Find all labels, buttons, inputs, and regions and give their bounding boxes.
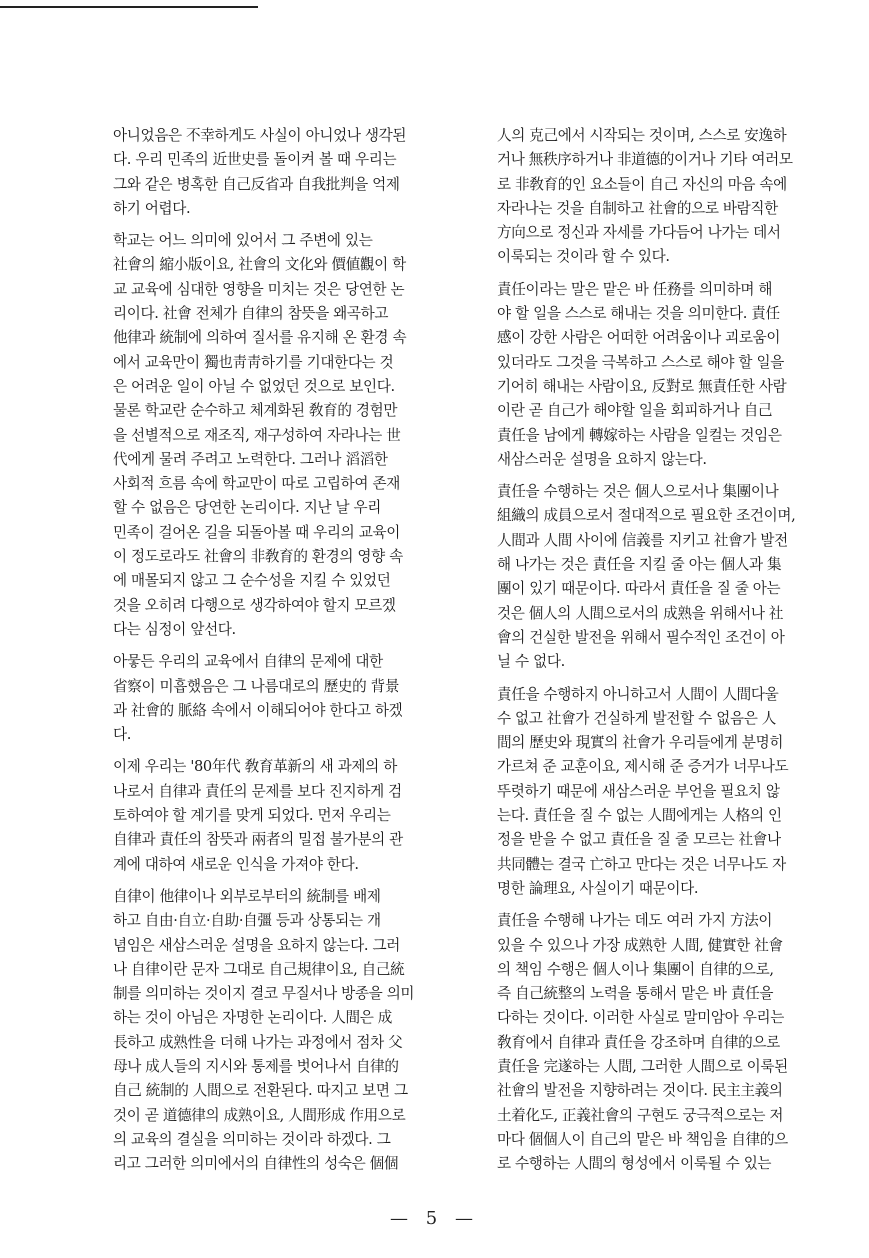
text-line: 있더라도 그것을 극복하고 스스로 해야 할 일을 — [497, 353, 784, 371]
text-line: 민족이 걸어온 길을 되돌아볼 때 우리의 교육이 — [113, 523, 400, 541]
text-line: 責任을 수행해 나가는 데도 여러 가지 方法이 — [497, 912, 773, 930]
text-line: 자라나는 것을 自制하고 社會的으로 바람직한 — [497, 199, 778, 217]
text-line: 는다. 責任을 질 수 없는 人間에게는 人格의 인 — [497, 807, 782, 825]
text-line: 다. 우리 민족의 近世史를 돌이켜 볼 때 우리는 — [113, 151, 397, 169]
text-line: 야 할 일을 스스로 해내는 것을 의미한다. 責任 — [497, 305, 780, 323]
text-line: 것을 오히려 다행으로 생각하여야 할지 모르겠 — [113, 596, 396, 614]
paragraph-gap — [113, 877, 465, 885]
paragraph-gap — [497, 472, 849, 480]
text-line: 社會의 縮小版이요, 社會의 文化와 價値觀이 학 — [113, 256, 406, 274]
text-line: 이룩되는 것이라 할 수 있다. — [497, 248, 670, 266]
paragraph — [113, 755, 465, 876]
text-line: 母나 成人들의 지시와 통제를 벗어나서 自律的 — [113, 1057, 399, 1075]
text-line: 정을 받을 수 없고 責任을 질 줄 모르는 社會나 — [497, 831, 781, 849]
paragraph — [497, 124, 849, 270]
paragraph-gap — [113, 642, 465, 650]
text-line: 념임은 새삼스러운 설명을 요하지 않는다. 그러 — [113, 936, 400, 954]
text-line: 에 매몰되지 않고 그 순수성을 지킬 수 있었던 — [113, 572, 391, 590]
text-line: 의 책임 수행은 個人이나 集團이 自律的으로, — [497, 960, 774, 978]
text-line: 省察이 미흡했음은 그 나름대로의 歷史的 背景 — [113, 677, 400, 695]
text-line: 것은 個人의 人間으로서의 成熟을 위해서나 社 — [497, 604, 784, 622]
text-line: 리고 그러한 의미에서의 自律性의 성숙은 個個 — [113, 1155, 399, 1173]
right-text-column — [497, 124, 849, 1176]
text-line: 團이 있기 때문이다. 따라서 責任을 질 줄 아는 — [497, 580, 781, 598]
text-line: 나 自律이란 문자 그대로 自己規律이요, 自己統 — [113, 960, 405, 978]
text-line: 責任을 完遂하는 人間, 그러한 人間으로 이룩된 — [497, 1057, 788, 1075]
left-text-column — [113, 124, 465, 1176]
text-line: 아니었음은 不幸하게도 사실이 아니었나 생각된 — [113, 127, 407, 144]
text-line: 가르쳐 준 교훈이요, 제시해 준 증거가 너무나도 — [497, 758, 789, 776]
text-line: 로 非敎育的인 요소들이 自己 자신의 마음 속에 — [497, 175, 787, 193]
text-line: 과 社會的 脈絡 속에서 이해되어야 한다고 하겠 — [113, 701, 403, 719]
text-line: 他律과 統制에 의하여 질서를 유지해 온 환경 속 — [113, 329, 407, 347]
text-line: 敎育에서 自律과 責任을 강조하며 自律的으로 — [497, 1033, 780, 1051]
text-line: 이란 곧 自己가 해야할 일을 회피하거나 自己 — [497, 402, 773, 420]
paragraph-gap — [497, 675, 849, 683]
text-line: 학교는 어느 의미에 있어서 그 주변에 있는 — [113, 232, 373, 250]
text-line: 이 정도로라도 社會의 非敎育的 환경의 영향 속 — [113, 548, 403, 566]
text-line: 하는 것이 아님은 자명한 논리이다. 人間은 成 — [113, 1009, 392, 1027]
paragraph-gap — [497, 901, 849, 909]
text-line: 感이 강한 사람은 어떠한 어려움이나 괴로움이 — [497, 329, 781, 347]
text-line: 거나 無秩序하거나 非道德的이거나 기타 여러모 — [497, 151, 793, 169]
paragraph — [497, 683, 849, 902]
text-line: 수 없고 社會가 건실하게 발전할 수 없음은 人 — [497, 709, 776, 727]
paragraph — [497, 278, 849, 472]
text-line: 새삼스러운 설명을 요하지 않는다. — [497, 450, 707, 468]
text-line: 즉 自己統整의 노력을 통해서 맡은 바 責任을 — [497, 985, 774, 1003]
text-line: 方向으로 정신과 자세를 가다듬어 나가는 데서 — [497, 224, 781, 242]
text-line: 사회적 흐름 속에 학교만이 따로 고립하여 존재 — [113, 475, 400, 493]
text-line: 責任이라는 말은 맡은 바 任務를 의미하며 해 — [497, 280, 773, 298]
text-line: 長하고 成熟性을 더해 나가는 과정에서 점차 父 — [113, 1033, 403, 1051]
top-rule — [0, 6, 258, 8]
text-line: 土着化도, 正義社會의 구현도 궁극적으로는 저 — [497, 1106, 784, 1124]
text-line: 리이다. 社會 전체가 自律의 참뜻을 왜곡하고 — [113, 305, 389, 323]
text-line: 다는 심정이 앞선다. — [113, 620, 236, 638]
text-line: 自己 統制的 人間으로 전환된다. 따지고 보면 그 — [113, 1082, 408, 1100]
text-line: 責任을 남에게 轉嫁하는 사람을 일컬는 것임은 — [497, 426, 782, 444]
text-line: 自律이 他律이나 외부로부터의 統制를 배제 — [113, 887, 381, 905]
paragraph — [113, 229, 465, 642]
text-line: 人間과 人間 사이에 信義를 지키고 社會가 발전 — [497, 531, 788, 549]
text-line: 의 교육의 결실을 의미하는 것이라 하겠다. 그 — [113, 1130, 391, 1148]
text-line: 물론 학교란 순수하고 체계화된 敎育的 경험만 — [113, 402, 398, 420]
text-line: 닐 수 없다. — [497, 653, 565, 671]
paragraph — [113, 124, 465, 221]
text-line: 해 나가는 것은 責任을 지킬 줄 아는 個人과 集 — [497, 556, 782, 574]
text-line: 을 선별적으로 재조직, 재구성하여 자라나는 世 — [113, 426, 401, 444]
paragraph-gap — [113, 747, 465, 755]
paragraph — [113, 650, 465, 747]
text-line: 하고 自由·自立·自助·自彊 등과 상통되는 개 — [113, 912, 381, 930]
text-line: 다. — [113, 726, 132, 744]
text-line: 명한 論理요, 사실이기 때문이다. — [497, 879, 699, 897]
paragraph — [497, 909, 849, 1176]
text-line: 自律과 責任의 참뜻과 兩者의 밀접 불가분의 관 — [113, 831, 403, 849]
paragraph-gap — [113, 221, 465, 229]
text-line: 마다 個個人이 自己의 맡은 바 책임을 自律的으 — [497, 1130, 788, 1148]
text-line: 로 수행하는 人間의 형성에서 이룩될 수 있는 — [497, 1155, 772, 1173]
text-line: 責任을 수행하지 아니하고서 人間이 人間다울 — [497, 685, 779, 703]
text-line: 아뭏든 우리의 교육에서 自律의 문제에 대한 — [113, 653, 383, 671]
text-line: 에서 교육만이 獨也靑靑하기를 기대한다는 것 — [113, 353, 394, 371]
paragraph-gap — [497, 270, 849, 278]
text-line: 代에게 물려 주려고 노력한다. 그러나 滔滔한 — [113, 450, 388, 468]
text-line: 하기 어렵다. — [113, 199, 191, 217]
text-line: 組織의 成員으로서 절대적으로 필요한 조건이며, — [497, 507, 796, 525]
page-number: — 5 — — [390, 1208, 479, 1229]
text-line: 있을 수 있으나 가장 成熟한 人間, 健實한 社會 — [497, 936, 783, 954]
text-line: 뚜렷하기 때문에 새삼스러운 부언을 필요치 않 — [497, 782, 780, 800]
paragraph — [497, 480, 849, 674]
text-line: 責任을 수행하는 것은 個人으로서나 集團이나 — [497, 483, 779, 501]
paragraph — [113, 885, 465, 1177]
text-line: 會의 건실한 발전을 위해서 필수적인 조건이 아 — [497, 628, 785, 646]
text-line: 制를 의미하는 것이지 결코 무질서나 방종을 의미 — [113, 985, 415, 1003]
text-line: 다하는 것이다. 이러한 사실로 말미암아 우리는 — [497, 1009, 784, 1027]
text-line: 은 어려운 일이 아닐 수 없었던 것으로 보인다. — [113, 377, 395, 395]
text-line: 계에 대하여 새로운 인식을 가져야 한다. — [113, 855, 359, 873]
text-line: 이제 우리는 '80年代 敎育革新의 새 과제의 하 — [113, 758, 397, 776]
text-line: 人의 克己에서 시작되는 것이며, 스스로 安逸하 — [497, 127, 787, 144]
text-line: 나로서 自律과 責任의 문제를 보다 진지하게 검 — [113, 782, 402, 800]
text-line: 間의 歷史와 現實의 社會가 우리들에게 분명히 — [497, 734, 784, 752]
text-line: 토하여야 할 계기를 맞게 되었다. 먼저 우리는 — [113, 807, 391, 825]
text-line: 社會의 발전을 지향하려는 것이다. 民主主義의 — [497, 1082, 783, 1100]
text-line: 그와 같은 병혹한 自己反省과 自我批判을 억제 — [113, 175, 400, 193]
text-line: 기어히 해내는 사람이요, 反對로 無責任한 사람 — [497, 377, 787, 395]
text-line: 교 교육에 심대한 영향을 미치는 것은 당연한 논 — [113, 280, 405, 298]
text-line: 할 수 없음은 당연한 논리이다. 지난 날 우리 — [113, 499, 382, 517]
text-line: 것이 곧 道德律의 成熟이요, 人間形成 作用으로 — [113, 1106, 406, 1124]
text-line: 共同體는 결국 亡하고 만다는 것은 너무나도 자 — [497, 855, 786, 873]
